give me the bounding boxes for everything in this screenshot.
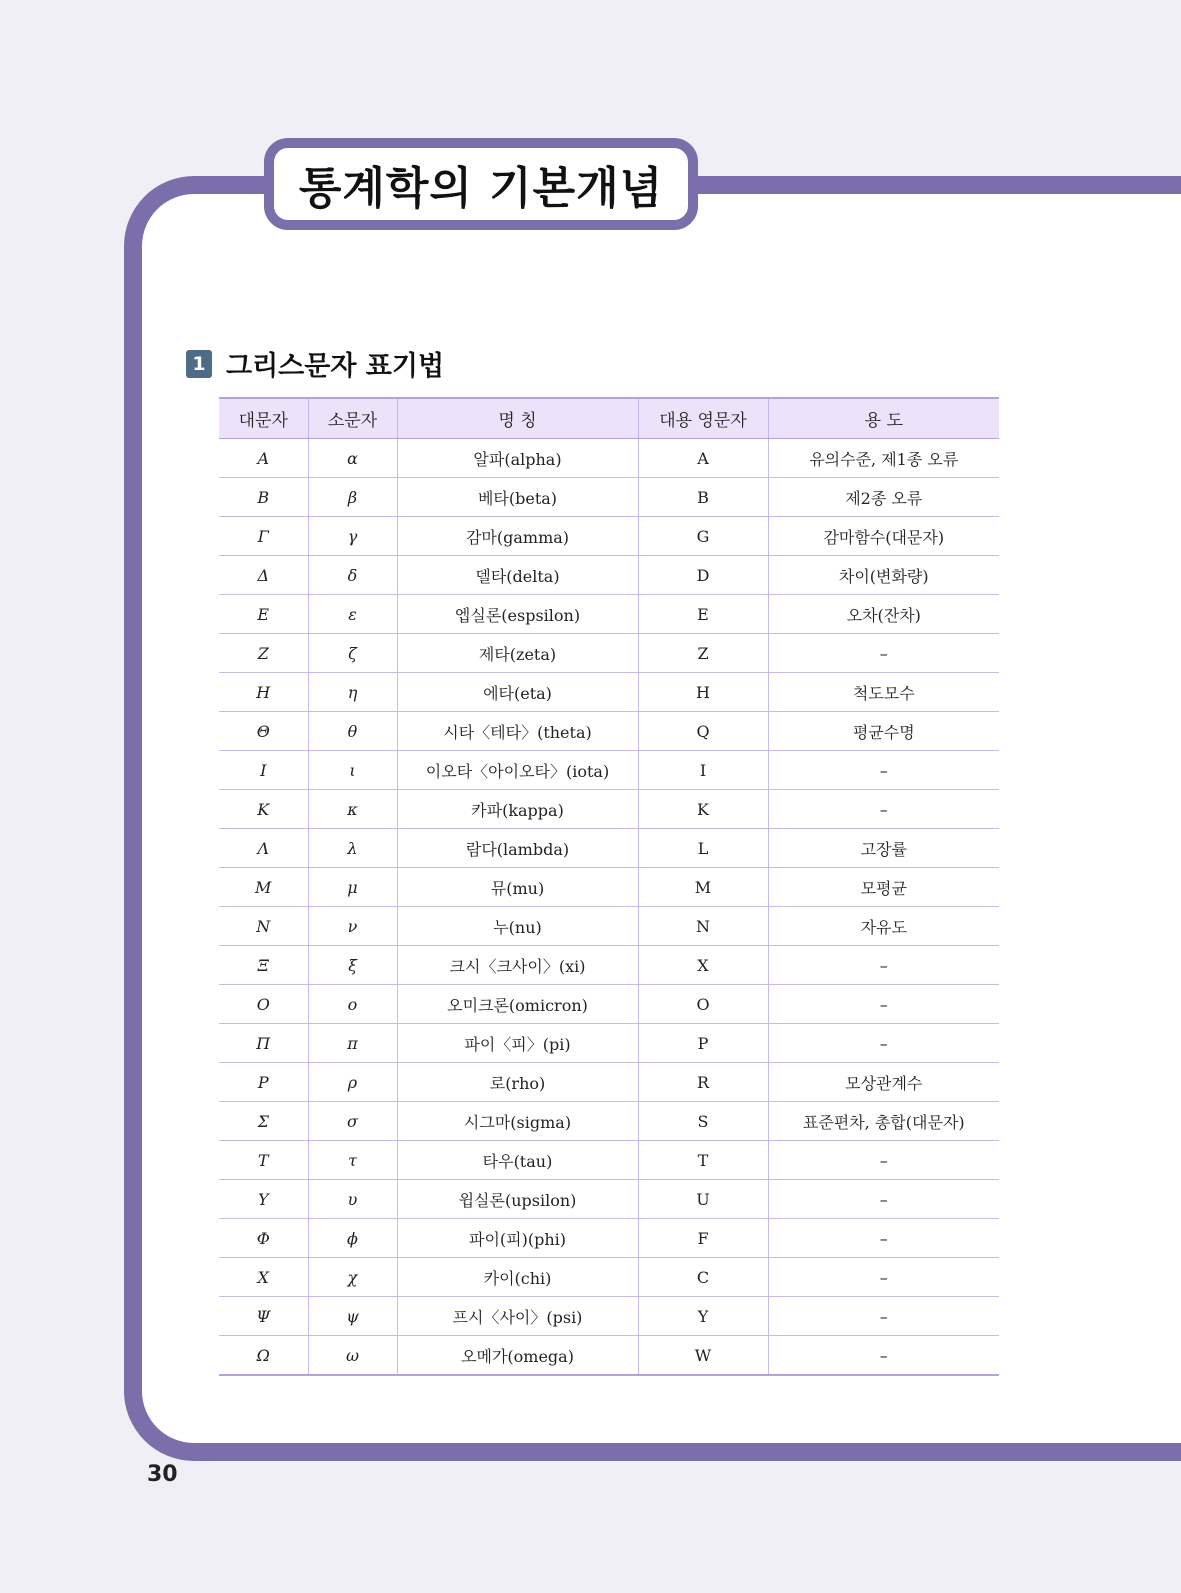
usage-cell: 감마함수(대문자): [768, 517, 999, 556]
lowercase-cell: ο: [308, 985, 397, 1024]
name-cell: 뮤(mu): [397, 868, 638, 907]
name-cell: 누(nu): [397, 907, 638, 946]
latin-cell: Z: [638, 634, 768, 673]
usage-cell: 평균수명: [768, 712, 999, 751]
table-row: [219, 868, 999, 907]
latin-cell: U: [638, 1180, 768, 1219]
table-row: [219, 1141, 999, 1180]
table-row: [219, 1102, 999, 1141]
uppercase-cell: Μ: [219, 868, 308, 907]
lowercase-cell: χ: [308, 1258, 397, 1297]
latin-cell: C: [638, 1258, 768, 1297]
table-row: [219, 946, 999, 985]
usage-cell: 제2종 오류: [768, 478, 999, 517]
name-cell: 타우(tau): [397, 1141, 638, 1180]
uppercase-cell: Δ: [219, 556, 308, 595]
uppercase-cell: Λ: [219, 829, 308, 868]
name-cell: 이오타〈아이오타〉(iota): [397, 751, 638, 790]
table-row: [219, 556, 999, 595]
lowercase-cell: θ: [308, 712, 397, 751]
uppercase-cell: Ζ: [219, 634, 308, 673]
uppercase-cell: Ξ: [219, 946, 308, 985]
usage-cell: 자유도: [768, 907, 999, 946]
table-row: [219, 1180, 999, 1219]
uppercase-cell: Χ: [219, 1258, 308, 1297]
section-number-badge: 1: [186, 350, 212, 378]
section-heading: [186, 344, 444, 383]
latin-cell: H: [638, 673, 768, 712]
latin-cell: Y: [638, 1297, 768, 1336]
latin-cell: R: [638, 1063, 768, 1102]
name-cell: 카파(kappa): [397, 790, 638, 829]
table-row: [219, 634, 999, 673]
usage-cell: 척도모수: [768, 673, 999, 712]
latin-cell: T: [638, 1141, 768, 1180]
uppercase-cell: Κ: [219, 790, 308, 829]
usage-cell: –: [768, 790, 999, 829]
name-cell: 감마(gamma): [397, 517, 638, 556]
latin-cell: X: [638, 946, 768, 985]
uppercase-cell: Θ: [219, 712, 308, 751]
usage-cell: 표준편차, 총합(대문자): [768, 1102, 999, 1141]
uppercase-cell: Ι: [219, 751, 308, 790]
name-cell: 크시〈크사이〉(xi): [397, 946, 638, 985]
uppercase-cell: Α: [219, 439, 308, 478]
latin-cell: O: [638, 985, 768, 1024]
table-body: [219, 439, 999, 1376]
usage-cell: –: [768, 946, 999, 985]
lowercase-cell: ρ: [308, 1063, 397, 1102]
lowercase-cell: κ: [308, 790, 397, 829]
latin-cell: Q: [638, 712, 768, 751]
usage-cell: –: [768, 985, 999, 1024]
name-cell: 오미크론(omicron): [397, 985, 638, 1024]
table-row: [219, 517, 999, 556]
table-row: [219, 595, 999, 634]
usage-cell: –: [768, 751, 999, 790]
table-row: [219, 1336, 999, 1376]
lowercase-cell: υ: [308, 1180, 397, 1219]
usage-cell: 모상관계수: [768, 1063, 999, 1102]
usage-cell: –: [768, 1024, 999, 1063]
header-latin-substitute: 대용 영문자: [638, 398, 768, 439]
header-uppercase: 대문자: [219, 398, 308, 439]
latin-cell: A: [638, 439, 768, 478]
name-cell: 베타(beta): [397, 478, 638, 517]
name-cell: 로(rho): [397, 1063, 638, 1102]
uppercase-cell: Ο: [219, 985, 308, 1024]
header-usage: 용 도: [768, 398, 999, 439]
lowercase-cell: β: [308, 478, 397, 517]
name-cell: 에타(eta): [397, 673, 638, 712]
uppercase-cell: Ω: [219, 1336, 308, 1376]
table-row: [219, 907, 999, 946]
latin-cell: F: [638, 1219, 768, 1258]
table-row: [219, 712, 999, 751]
table-row: [219, 1297, 999, 1336]
name-cell: 윕실론(upsilon): [397, 1180, 638, 1219]
table-row: [219, 790, 999, 829]
table-row: [219, 829, 999, 868]
lowercase-cell: τ: [308, 1141, 397, 1180]
name-cell: 엡실론(espsilon): [397, 595, 638, 634]
usage-cell: 유의수준, 제1종 오류: [768, 439, 999, 478]
usage-cell: –: [768, 1297, 999, 1336]
latin-cell: W: [638, 1336, 768, 1376]
usage-cell: 오차(잔차): [768, 595, 999, 634]
header-lowercase: 소문자: [308, 398, 397, 439]
lowercase-cell: ω: [308, 1336, 397, 1376]
uppercase-cell: Γ: [219, 517, 308, 556]
table-row: [219, 478, 999, 517]
latin-cell: N: [638, 907, 768, 946]
lowercase-cell: λ: [308, 829, 397, 868]
latin-cell: K: [638, 790, 768, 829]
name-cell: 프시〈사이〉(psi): [397, 1297, 638, 1336]
uppercase-cell: Ε: [219, 595, 308, 634]
table-row: [219, 985, 999, 1024]
name-cell: 람다(lambda): [397, 829, 638, 868]
uppercase-cell: Ψ: [219, 1297, 308, 1336]
usage-cell: 차이(변화량): [768, 556, 999, 595]
uppercase-cell: Η: [219, 673, 308, 712]
lowercase-cell: μ: [308, 868, 397, 907]
name-cell: 시그마(sigma): [397, 1102, 638, 1141]
table-row: [219, 673, 999, 712]
lowercase-cell: ν: [308, 907, 397, 946]
usage-cell: –: [768, 1219, 999, 1258]
usage-cell: –: [768, 1336, 999, 1376]
section-title: 그리스문자 표기법: [226, 351, 445, 382]
uppercase-cell: Τ: [219, 1141, 308, 1180]
latin-cell: G: [638, 517, 768, 556]
name-cell: 파이〈피〉(pi): [397, 1024, 638, 1063]
uppercase-cell: Φ: [219, 1219, 308, 1258]
latin-cell: I: [638, 751, 768, 790]
usage-cell: 고장률: [768, 829, 999, 868]
latin-cell: P: [638, 1024, 768, 1063]
usage-cell: –: [768, 1180, 999, 1219]
latin-cell: B: [638, 478, 768, 517]
name-cell: 알파(alpha): [397, 439, 638, 478]
page-number: 30: [147, 1462, 178, 1487]
latin-cell: M: [638, 868, 768, 907]
lowercase-cell: ι: [308, 751, 397, 790]
header-name: 명 칭: [397, 398, 638, 439]
usage-cell: –: [768, 634, 999, 673]
name-cell: 카이(chi): [397, 1258, 638, 1297]
uppercase-cell: Ρ: [219, 1063, 308, 1102]
uppercase-cell: Π: [219, 1024, 308, 1063]
lowercase-cell: ζ: [308, 634, 397, 673]
name-cell: 오메가(omega): [397, 1336, 638, 1376]
lowercase-cell: ϕ: [308, 1219, 397, 1258]
uppercase-cell: Β: [219, 478, 308, 517]
name-cell: 제타(zeta): [397, 634, 638, 673]
uppercase-cell: Υ: [219, 1180, 308, 1219]
name-cell: 델타(delta): [397, 556, 638, 595]
chapter-title-box: [264, 138, 698, 230]
usage-cell: –: [768, 1141, 999, 1180]
table-row: [219, 1024, 999, 1063]
table-row: [219, 1219, 999, 1258]
lowercase-cell: ε: [308, 595, 397, 634]
latin-cell: S: [638, 1102, 768, 1141]
latin-cell: D: [638, 556, 768, 595]
usage-cell: –: [768, 1258, 999, 1297]
lowercase-cell: π: [308, 1024, 397, 1063]
lowercase-cell: γ: [308, 517, 397, 556]
table-header-row: [219, 398, 999, 439]
table-row: [219, 1258, 999, 1297]
lowercase-cell: α: [308, 439, 397, 478]
name-cell: 파이(피)(phi): [397, 1219, 638, 1258]
uppercase-cell: Σ: [219, 1102, 308, 1141]
lowercase-cell: η: [308, 673, 397, 712]
latin-cell: E: [638, 595, 768, 634]
table-row: [219, 1063, 999, 1102]
uppercase-cell: Ν: [219, 907, 308, 946]
usage-cell: 모평균: [768, 868, 999, 907]
name-cell: 시타〈테타〉(theta): [397, 712, 638, 751]
chapter-title: 통계학의 기본개념: [298, 163, 664, 214]
greek-letter-table: [219, 397, 999, 1376]
lowercase-cell: ψ: [308, 1297, 397, 1336]
lowercase-cell: δ: [308, 556, 397, 595]
latin-cell: L: [638, 829, 768, 868]
table-row: [219, 751, 999, 790]
table-row: [219, 439, 999, 478]
lowercase-cell: σ: [308, 1102, 397, 1141]
lowercase-cell: ξ: [308, 946, 397, 985]
